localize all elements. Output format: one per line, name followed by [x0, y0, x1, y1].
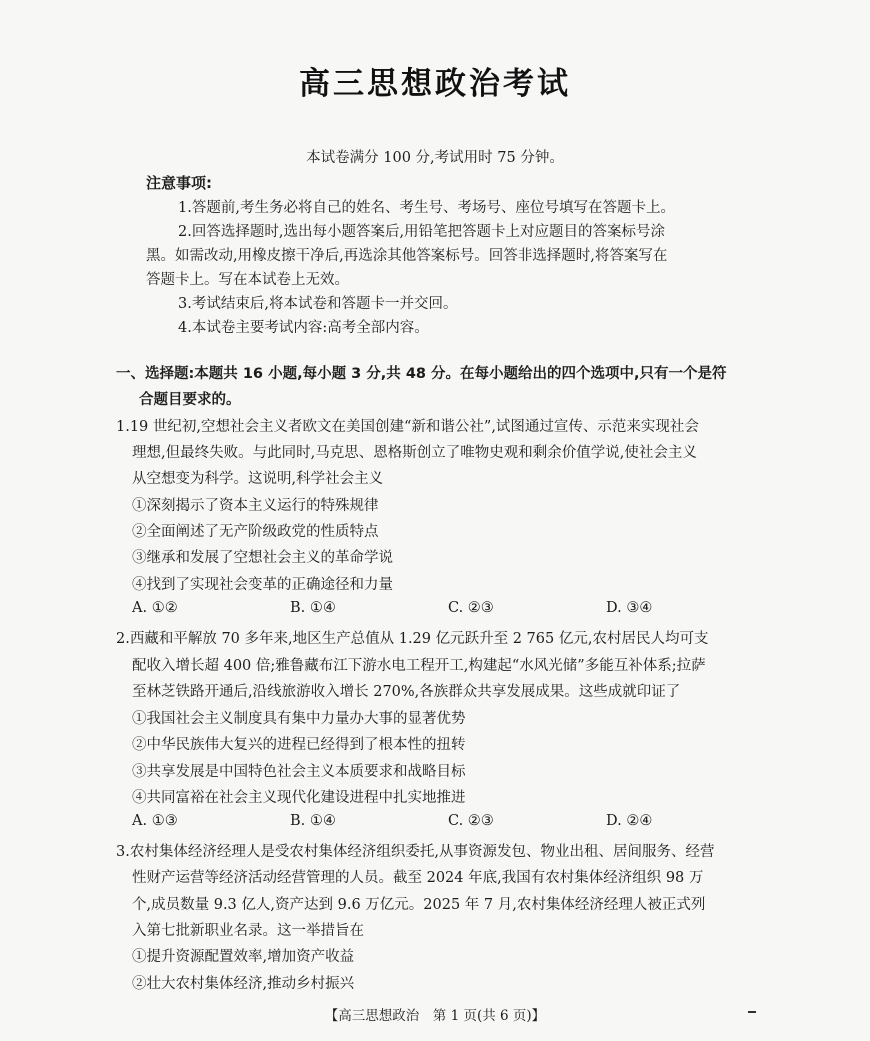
- question-2-statement: ④共同富裕在社会主义现代化建设进程中扎实地推进: [132, 790, 466, 806]
- question-1-option-a: A. ①②: [132, 600, 178, 616]
- question-3-stem: 性财产运营等经济活动经营管理的人员。截至 2024 年底,我国有农村集体经济组织 98 万: [132, 870, 704, 886]
- notice-line: 黑。如需改动,用橡皮擦干净后,再选涂其他答案标号。回答非选择题时,将答案写在: [146, 248, 668, 264]
- notice-line: 4.本试卷主要考试内容:高考全部内容。: [178, 320, 429, 336]
- section-heading-cont: 合题目要求的。: [139, 392, 241, 408]
- question-3-stem: 3.农村集体经济经理人是受农村集体经济组织委托,从事资源发包、物业出租、居间服务、经营: [116, 844, 715, 860]
- question-2-stem: 至林芝铁路开通后,沿线旅游收入增长 270%,各族群众共享发展成果。这些成就印证了: [132, 684, 681, 700]
- notice-line: 1.答题前,考生务必将自己的姓名、考生号、考场号、座位号填写在答题卡上。: [178, 200, 675, 216]
- question-3-stem: 个,成员数量 9.3 亿人,资产达到 9.6 万亿元。2025 年 7 月,农村集体经济经理人被正式列: [132, 897, 706, 913]
- scan-mark: [748, 1011, 756, 1013]
- notice-line: 2.回答选择题时,选出每小题答案后,用铅笔把答题卡上对应题目的答案标号涂: [178, 224, 666, 240]
- question-2-option-a: A. ①③: [132, 813, 178, 829]
- question-2-option-d: D. ②④: [606, 813, 653, 829]
- page-footer: 【高三思想政治 第 1 页(共 6 页)】: [324, 1008, 546, 1024]
- notice-heading: 注意事项:: [146, 174, 212, 192]
- question-1-statement: ④找到了实现社会变革的正确途径和力量: [132, 577, 393, 593]
- notice-line: 3.考试结束后,将本试卷和答题卡一并交回。: [178, 296, 458, 312]
- question-2-statement: ③共享发展是中国特色社会主义本质要求和战略目标: [132, 764, 466, 780]
- question-1-statement: ②全面阐述了无产阶级政党的性质特点: [132, 524, 379, 540]
- question-3-statement: ①提升资源配置效率,增加资产收益: [132, 949, 355, 965]
- question-3-statement: ②壮大农村集体经济,推动乡村振兴: [132, 976, 355, 992]
- question-2-option-c: C. ②③: [448, 813, 494, 829]
- question-2-option-b: B. ①④: [290, 813, 336, 829]
- question-2-statement: ①我国社会主义制度具有集中力量办大事的显著优势: [132, 711, 466, 727]
- section-heading: 一、选择题:本题共 16 小题,每小题 3 分,共 48 分。在每小题给出的四个选项中,只有一个是符: [116, 366, 727, 382]
- notice-line: 答题卡上。写在本试卷上无效。: [146, 272, 349, 288]
- question-1-option-b: B. ①④: [290, 600, 336, 616]
- exam-info: 本试卷满分 100 分,考试用时 75 分钟。: [306, 150, 564, 166]
- question-1-stem: 从空想变为科学。这说明,科学社会主义: [132, 471, 384, 487]
- question-2-stem: 2.西藏和平解放 70 多年来,地区生产总值从 1.29 亿元跃升至 2 765 亿元,农村居民人均可支: [116, 631, 709, 647]
- question-1-stem: 1.19 世纪初,空想社会主义者欧文在美国创建“新和谐公社”,试图通过宣传、示范来实现社会: [116, 419, 699, 435]
- question-1-option-d: D. ③④: [606, 600, 653, 616]
- question-1-statement: ③继承和发展了空想社会主义的革命学说: [132, 550, 393, 566]
- question-2-statement: ②中华民族伟大复兴的进程已经得到了根本性的扭转: [132, 737, 466, 753]
- question-1-statement: ①深刻揭示了资本主义运行的特殊规律: [132, 498, 379, 514]
- question-1-option-c: C. ②③: [448, 600, 494, 616]
- question-1-stem: 理想,但最终失败。与此同时,马克思、恩格斯创立了唯物史观和剩余价值学说,使社会主义: [132, 445, 697, 461]
- page-title: 高三思想政治考试: [299, 66, 571, 102]
- question-2-stem: 配收入增长超 400 倍;雅鲁藏布江下游水电工程开工,构建起“水风光储”多能互补体系;拉萨: [132, 658, 706, 674]
- question-3-stem: 入第七批新职业名录。这一举措旨在: [132, 923, 364, 939]
